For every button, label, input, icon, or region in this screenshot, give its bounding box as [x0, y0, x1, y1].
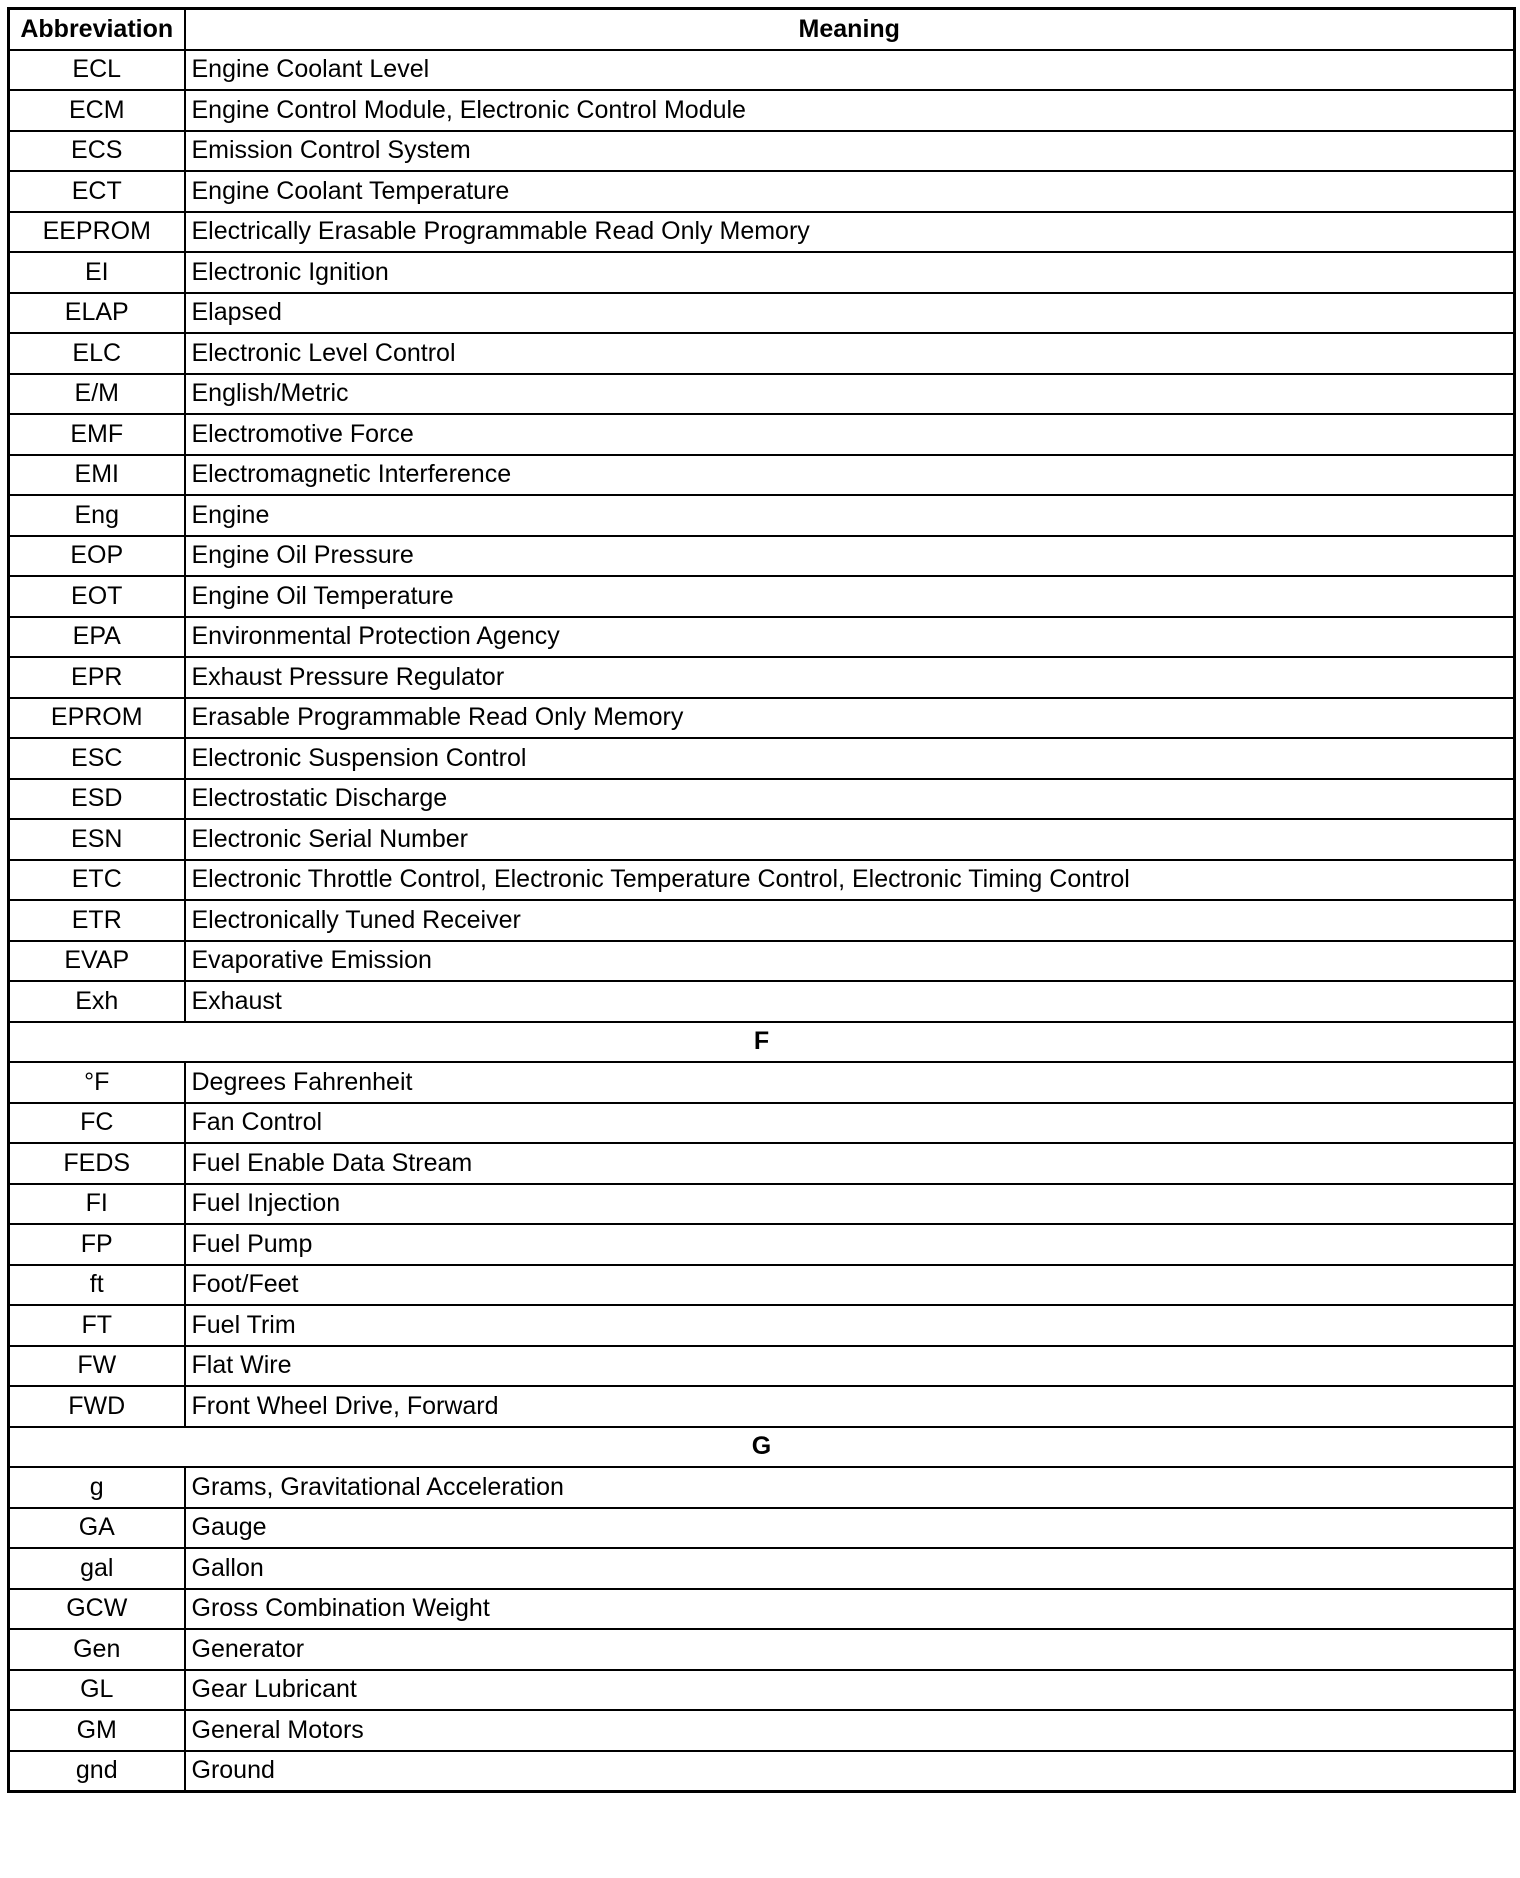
table-row	[9, 1103, 1515, 1144]
table-row	[9, 1143, 1515, 1184]
abbreviation-cell: ESC	[9, 738, 185, 779]
abbreviation-cell: ECL	[9, 50, 185, 91]
abbreviation-cell: °F	[9, 1062, 185, 1103]
abbreviation-cell: ESN	[9, 819, 185, 860]
meaning-cell: Electronic Serial Number	[185, 819, 1515, 860]
abbreviation-cell: ECS	[9, 131, 185, 172]
meaning-cell: Electrically Erasable Programmable Read Only Memory	[185, 212, 1515, 253]
abbreviation-cell: FT	[9, 1305, 185, 1346]
abbreviation-cell: GM	[9, 1710, 185, 1751]
meaning-cell: Electromagnetic Interference	[185, 455, 1515, 496]
abbreviation-cell: GCW	[9, 1589, 185, 1630]
abbreviation-cell: ETR	[9, 900, 185, 941]
abbreviation-cell: EMI	[9, 455, 185, 496]
abbreviation-cell: EPA	[9, 617, 185, 658]
table-row	[9, 860, 1515, 901]
abbreviation-cell: gnd	[9, 1751, 185, 1792]
abbreviation-cell: FW	[9, 1346, 185, 1387]
column-header-meaning: Meaning	[185, 9, 1515, 50]
meaning-cell: Ground	[185, 1751, 1515, 1792]
table-row	[9, 941, 1515, 982]
table-row	[9, 617, 1515, 658]
meaning-cell: Engine Oil Temperature	[185, 576, 1515, 617]
abbreviation-cell: EVAP	[9, 941, 185, 982]
meaning-cell: Front Wheel Drive, Forward	[185, 1386, 1515, 1427]
meaning-cell: Electromotive Force	[185, 414, 1515, 455]
table-row	[9, 171, 1515, 212]
abbreviation-cell: FI	[9, 1184, 185, 1225]
abbreviation-cell: ETC	[9, 860, 185, 901]
meaning-cell: Fuel Enable Data Stream	[185, 1143, 1515, 1184]
abbreviation-cell: GL	[9, 1670, 185, 1711]
abbreviation-cell: EOP	[9, 536, 185, 577]
meaning-cell: Elapsed	[185, 293, 1515, 334]
table-row	[9, 1670, 1515, 1711]
abbreviation-cell: GA	[9, 1508, 185, 1549]
abbreviation-cell: E/M	[9, 374, 185, 415]
table-row	[9, 698, 1515, 739]
table-row	[9, 1751, 1515, 1792]
meaning-cell: Engine Coolant Level	[185, 50, 1515, 91]
abbreviation-cell: Exh	[9, 981, 185, 1022]
table-row	[9, 1508, 1515, 1549]
meaning-cell: Evaporative Emission	[185, 941, 1515, 982]
table-row	[9, 455, 1515, 496]
table-row	[9, 1386, 1515, 1427]
meaning-cell: Flat Wire	[185, 1346, 1515, 1387]
abbreviation-cell: EPROM	[9, 698, 185, 739]
table-row	[9, 1224, 1515, 1265]
abbreviation-cell: EPR	[9, 657, 185, 698]
section-header-row	[9, 1427, 1515, 1468]
abbreviation-table	[7, 7, 1516, 1793]
table-row	[9, 1305, 1515, 1346]
table-row	[9, 1062, 1515, 1103]
abbreviation-cell: Gen	[9, 1629, 185, 1670]
meaning-cell: General Motors	[185, 1710, 1515, 1751]
table-row	[9, 333, 1515, 374]
meaning-cell: Engine	[185, 495, 1515, 536]
meaning-cell: Generator	[185, 1629, 1515, 1670]
table-row	[9, 1346, 1515, 1387]
meaning-cell: Grams, Gravitational Acceleration	[185, 1467, 1515, 1508]
table-row	[9, 212, 1515, 253]
meaning-cell: Emission Control System	[185, 131, 1515, 172]
meaning-cell: Engine Coolant Temperature	[185, 171, 1515, 212]
meaning-cell: Fuel Trim	[185, 1305, 1515, 1346]
abbreviation-cell: FC	[9, 1103, 185, 1144]
meaning-cell: Degrees Fahrenheit	[185, 1062, 1515, 1103]
table-row	[9, 50, 1515, 91]
table-row	[9, 495, 1515, 536]
table-row	[9, 576, 1515, 617]
abbreviation-cell: ECM	[9, 90, 185, 131]
table-row	[9, 1265, 1515, 1306]
meaning-cell: Fan Control	[185, 1103, 1515, 1144]
meaning-cell: Exhaust Pressure Regulator	[185, 657, 1515, 698]
abbreviation-cell: g	[9, 1467, 185, 1508]
meaning-cell: Gauge	[185, 1508, 1515, 1549]
meaning-cell: Engine Oil Pressure	[185, 536, 1515, 577]
table-row	[9, 900, 1515, 941]
abbreviation-cell: EOT	[9, 576, 185, 617]
abbreviation-cell: EEPROM	[9, 212, 185, 253]
meaning-cell: Electronic Throttle Control, Electronic Temperature Control, Electronic Timing Control	[185, 860, 1515, 901]
meaning-cell: Fuel Injection	[185, 1184, 1515, 1225]
meaning-cell: Electrostatic Discharge	[185, 779, 1515, 820]
table-row	[9, 1184, 1515, 1225]
meaning-cell: English/Metric	[185, 374, 1515, 415]
table-row	[9, 131, 1515, 172]
meaning-cell: Erasable Programmable Read Only Memory	[185, 698, 1515, 739]
table-row	[9, 779, 1515, 820]
table-row	[9, 1710, 1515, 1751]
section-letter: F	[9, 1022, 1515, 1063]
table-row	[9, 1629, 1515, 1670]
meaning-cell: Electronic Suspension Control	[185, 738, 1515, 779]
abbreviation-cell: ECT	[9, 171, 185, 212]
abbreviation-cell: Eng	[9, 495, 185, 536]
table-row	[9, 252, 1515, 293]
table-body	[9, 50, 1515, 1792]
table-header-row	[9, 9, 1515, 50]
table-row	[9, 536, 1515, 577]
table-row	[9, 293, 1515, 334]
abbreviation-cell: ELAP	[9, 293, 185, 334]
table-row	[9, 1548, 1515, 1589]
table-row	[9, 1467, 1515, 1508]
abbreviation-cell: ELC	[9, 333, 185, 374]
meaning-cell: Gross Combination Weight	[185, 1589, 1515, 1630]
column-header-abbreviation: Abbreviation	[9, 9, 185, 50]
meaning-cell: Electronically Tuned Receiver	[185, 900, 1515, 941]
meaning-cell: Electronic Level Control	[185, 333, 1515, 374]
abbreviation-cell: gal	[9, 1548, 185, 1589]
table-row	[9, 819, 1515, 860]
table-row	[9, 374, 1515, 415]
table-row	[9, 738, 1515, 779]
abbreviation-cell: FP	[9, 1224, 185, 1265]
table-row	[9, 657, 1515, 698]
table-row	[9, 1589, 1515, 1630]
meaning-cell: Gear Lubricant	[185, 1670, 1515, 1711]
abbreviation-cell: EMF	[9, 414, 185, 455]
abbreviation-cell: FWD	[9, 1386, 185, 1427]
meaning-cell: Gallon	[185, 1548, 1515, 1589]
meaning-cell: Engine Control Module, Electronic Control Module	[185, 90, 1515, 131]
section-header-row	[9, 1022, 1515, 1063]
meaning-cell: Exhaust	[185, 981, 1515, 1022]
section-letter: G	[9, 1427, 1515, 1468]
meaning-cell: Environmental Protection Agency	[185, 617, 1515, 658]
abbreviation-cell: EI	[9, 252, 185, 293]
meaning-cell: Electronic Ignition	[185, 252, 1515, 293]
table-row	[9, 981, 1515, 1022]
table-row	[9, 414, 1515, 455]
meaning-cell: Fuel Pump	[185, 1224, 1515, 1265]
abbreviation-cell: ft	[9, 1265, 185, 1306]
abbreviation-cell: FEDS	[9, 1143, 185, 1184]
meaning-cell: Foot/Feet	[185, 1265, 1515, 1306]
abbreviation-cell: ESD	[9, 779, 185, 820]
table-row	[9, 90, 1515, 131]
abbreviation-table-container	[7, 7, 1513, 1793]
